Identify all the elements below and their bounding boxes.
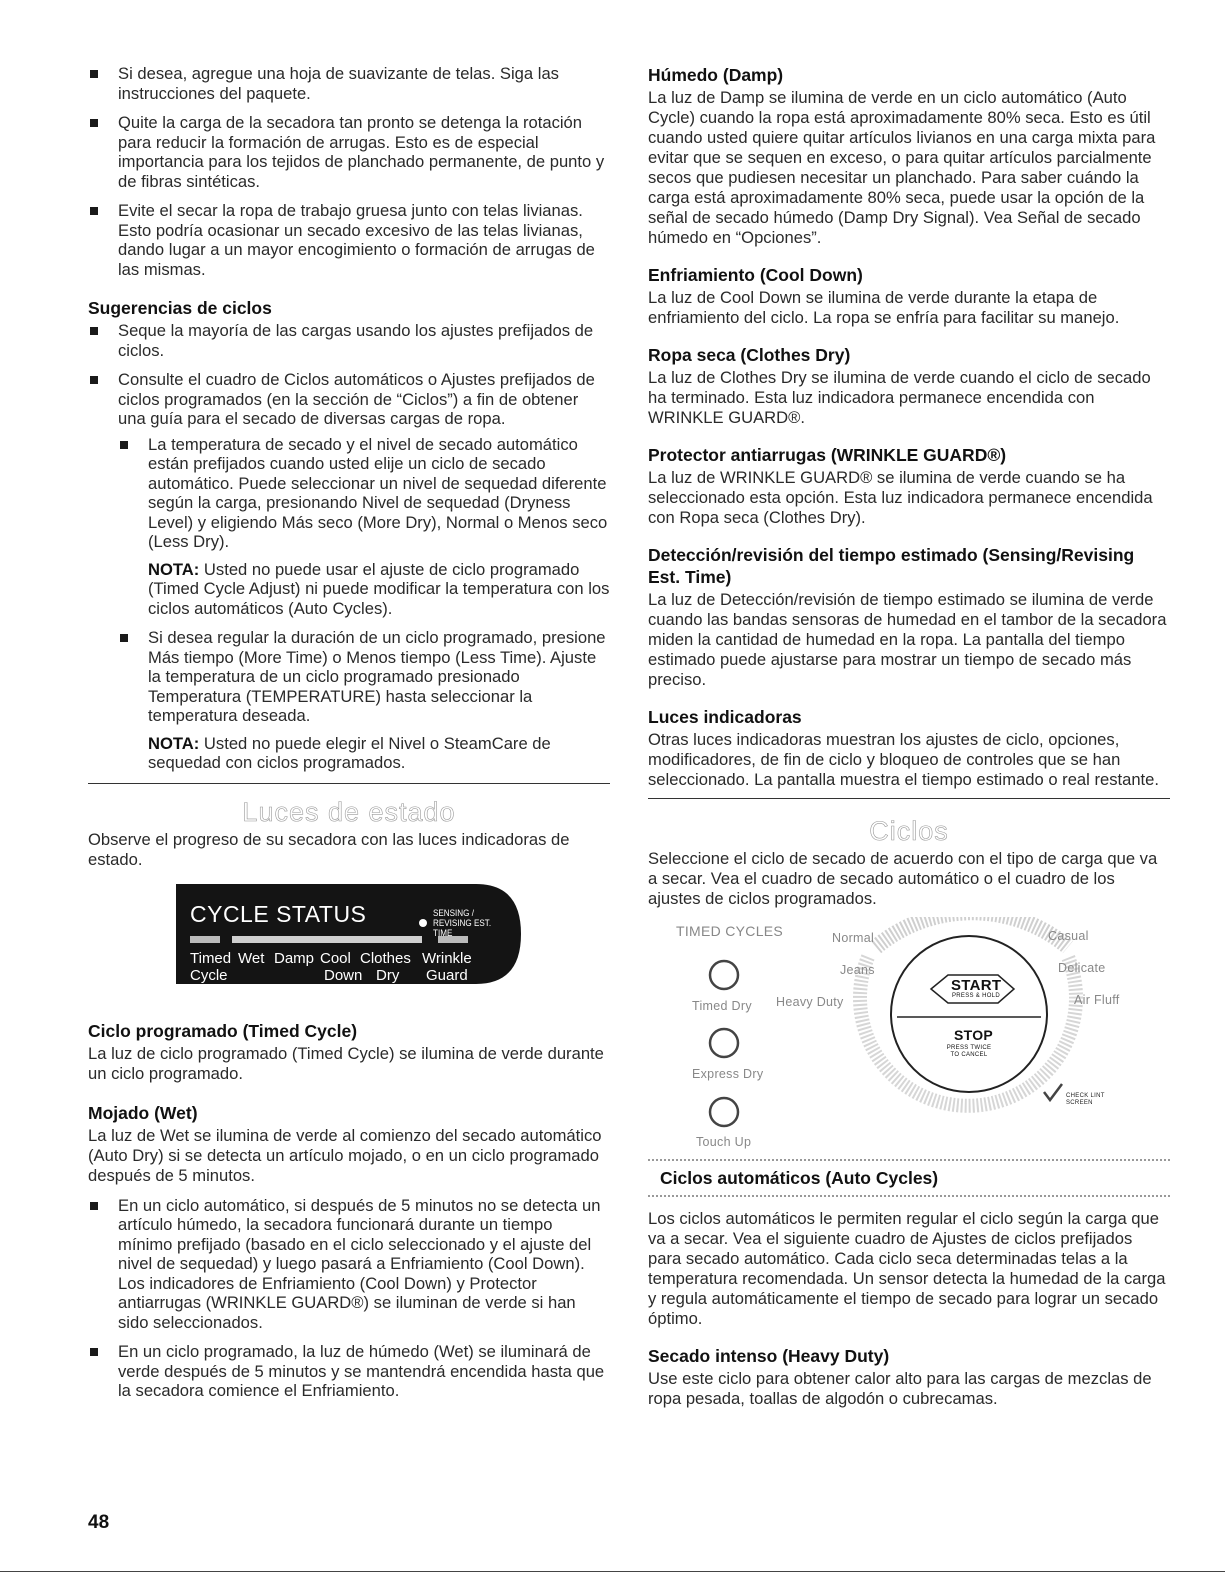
check-lint-label: CHECK LINT SCREEN — [1066, 1093, 1105, 1106]
panel-label-down: Down — [324, 966, 363, 984]
touch-up-button-icon — [710, 1098, 738, 1126]
note-2 — [118, 734, 610, 773]
sensing-heading: Detección/revisión del tiempo estimado (Sensing/Revising Est. Time) — [648, 545, 1135, 587]
cycles-dial-graphic — [648, 917, 1168, 1147]
luces-intro: Observe el progreso de su secadora con las luces indicadoras de estado. — [88, 829, 570, 869]
panel-label-timed: Timed — [190, 949, 232, 967]
panel-title: CYCLE STATUS — [190, 900, 367, 927]
timed-cycle-light — [190, 936, 220, 943]
intro-bullet-list — [88, 64, 610, 279]
left-column — [88, 64, 610, 1411]
wet-text: La luz de Wet se ilumina de verde al comienzo del secado automático (Auto Dry) si se detecta un artículo mojado, o en un ciclo programado después de 5 minutos. — [88, 1125, 602, 1185]
progress-lights-strip — [232, 936, 422, 943]
ciclos-intro: Seleccione el ciclo de secado de acuerdo con el tipo de carga que va a secar. Vea el cuadro de secado automático o el cuadro de los ajustes de ciclos programados. — [648, 849, 1158, 908]
indicator-lights-text: Otras luces indicadoras muestran los ajustes de ciclo, opciones, modificadores, de fin de ciclo y bloqueo de controles que se han seleccionado. La pantalla muestra el tiempo estimado o real restante. — [648, 730, 1160, 789]
panel-label-wet: Wet — [238, 949, 265, 967]
sub-list-item: La temperatura de secado y el nivel de secado automático están prefijados cuando usted elije un ciclo de secado automático. Puede seleccionar un nivel de sequedad diferente según la carga, presionando Nivel de sequedad (Dryness Level) y eligiendo Más seco (More Dry), Normal o Menos seco (Less Dry). — [118, 435, 610, 552]
list-item: Quite la carga de la secadora tan pronto se detenga la rotación para reducir la formación de arrugas. Esto es de especial importancia para los tejidos de planchado permanente, de punto y de fibras sintéticas. — [88, 113, 610, 191]
note-text: Usted no puede usar el ajuste de ciclo programado (Timed Cycle Adjust) ni puede modificar la temperatura con los ciclos automáticos (Auto Cycles). — [148, 559, 610, 618]
heavy-duty-text: Use este ciclo para obtener calor alto para las cargas de mezclas de ropa pesada, toallas de algodón o cubrecamas. — [648, 1369, 1152, 1408]
list-item: Seque la mayoría de las cargas usando los ajustes prefijados de ciclos. — [88, 321, 610, 360]
indicator-lights-heading: Luces indicadoras — [648, 707, 802, 727]
sugerencias-list — [88, 321, 610, 773]
luces-de-estado-heading: Luces de estado — [242, 796, 456, 827]
casual-cycle-label: Casual — [1048, 929, 1089, 943]
note-text: Usted no puede elegir el Nivel o SteamCare de sequedad con ciclos programados. — [148, 733, 551, 772]
timed-dry-label: Timed Dry — [692, 999, 752, 1013]
auto-cycles-heading: Ciclos automáticos (Auto Cycles) — [660, 1168, 939, 1188]
cool-down-text: La luz de Cool Down se ilumina de verde durante la etapa de enfriamiento del ciclo. La ropa se enfría para facilitar su manejo. — [648, 288, 1120, 327]
cycles-control-panel — [648, 917, 1168, 1147]
note-1 — [118, 560, 610, 619]
jeans-cycle-label: Jeans — [840, 963, 875, 977]
timed-cycle-heading: Ciclo programado (Timed Cycle) — [88, 1020, 358, 1041]
section-divider — [648, 798, 1170, 799]
page-number: 48 — [88, 1512, 110, 1533]
press-hold-label: PRESS & HOLD — [952, 993, 1000, 999]
sensing-text: La luz de Detección/revisión de tiempo estimado se ilumina de verde cuando las bandas sensoras de humedad en el tambor de la secadora miden la cantidad de humedad en la ropa. La pantalla del tiempo estimado puede ajustarse para mostrar un tiempo de secado más preciso. — [648, 590, 1167, 689]
sub-list-item: Si desea regular la duración de un ciclo programado, presione Más tiempo (More Time) o Menos tiempo (Less Time). Ajuste la temperatura de un ciclo programado presionado Temperatura (TEMPERATURE) hasta seleccionar la temperatura deseada. — [118, 628, 610, 726]
panel-label-damp: Damp — [274, 949, 315, 967]
sensing-line-1: SENSING / — [433, 907, 474, 918]
sensing-line-2: REVISING EST. TIME — [433, 917, 492, 938]
start-label[interactable]: START — [951, 977, 1002, 994]
press-twice-label: PRESS TWICE TO CANCEL — [946, 1045, 992, 1058]
list-item: En un ciclo programado, la luz de húmedo (Wet) se iluminará de verde después de 5 minutos y se mantendrá encendida hasta que la secadora comience el Enfriamiento. — [88, 1342, 610, 1401]
panel-label-guard: Guard — [426, 966, 468, 984]
check-lint-icon — [1044, 1084, 1062, 1100]
list-item-text: Consulte el cuadro de Ciclos automáticos o Ajustes prefijados de ciclos programados (en la sección de “Ciclos”) a fin de obtener una guía para el secado de diversas cargas de ropa. — [118, 370, 595, 428]
list-item: En un ciclo automático, si después de 5 minutos no se detecta un artículo húmedo, la secadora funcionará durante un tiempo mínimo prefijado (basado en el ciclo seleccionado y el ajuste del nivel de sequedad) y luego pasará a Enfriamiento (Cool Down). Los indicadores de Enfriamiento (Cool Down) y Protector antiarrugas (WRINKLE GUARD®) se iluminan de verde si han sido seleccionados. — [88, 1196, 610, 1333]
panel-label-dry: Dry — [376, 966, 400, 984]
delicate-cycle-label: Delicate — [1058, 961, 1106, 975]
panel-label-cycle: Cycle — [190, 966, 228, 984]
sub-bullet-list — [118, 435, 610, 552]
start-stop-dial — [891, 936, 1047, 1092]
panel-label-clothes: Clothes — [360, 949, 411, 967]
list-item: Evite el secar la ropa de trabajo gruesa junto con telas livianas. Esto podría ocasionar un secado excesivo de las telas livianas, dando lugar a un mayor encogimiento o formación de arrugas de las mismas. — [88, 201, 610, 279]
wet-bullet-list — [88, 1196, 610, 1401]
normal-cycle-label: Normal — [832, 931, 875, 945]
timed-dry-button-icon — [710, 961, 738, 989]
ciclos-heading: Ciclos — [869, 816, 949, 846]
express-dry-button-icon — [710, 1029, 738, 1057]
damp-heading: Húmedo (Damp) — [648, 65, 784, 85]
panel-label-wrinkle: Wrinkle — [422, 949, 472, 967]
clothes-dry-heading: Ropa seca (Clothes Dry) — [648, 345, 851, 365]
auto-cycles-text: Los ciclos automáticos le permiten regular el ciclo según la carga que va a secar. Vea el siguiente cuadro de Ajustes de ciclos prefijados para secado automático. Cada ciclo seca determinadas telas a la temperatura recomendada. Un sensor detecta la humedad de la carga y regula automáticamente el tiempo de secado para lograr un secado óptimo. — [648, 1209, 1166, 1328]
damp-text: La luz de Damp se ilumina de verde en un ciclo automático (Auto Cycle) cuando la ropa está aproximadamente 80% seca. Esto es útil cuando usted quiere quitar artículos livianos en una carga mixta para evitar que se sequen en exceso, o para quitar artículos parcialmente secos que pudiesen necesitar un planchado. Para saber cuándo la carga está aproximadamente 80% seca, puede usar la opción de la señal de secado húmedo (Damp Dry Signal). Vea Señal de secado húmedo en “Opciones”. — [648, 88, 1156, 247]
list-item: Si desea, agregue una hoja de suavizante de telas. Siga las instrucciones del paquete. — [88, 64, 610, 103]
heavy-duty-cycle-label: Heavy Duty — [776, 995, 844, 1009]
timed-cycles-label: TIMED CYCLES — [676, 923, 784, 939]
sensing-label — [433, 908, 512, 938]
sugerencias-heading: Sugerencias de ciclos — [88, 298, 272, 318]
right-column — [648, 64, 1170, 1409]
wrinkle-guard-text: La luz de WRINKLE GUARD® se ilumina de verde cuando se ha seleccionado esta opción. Esta luz indicadora permanece encendida con Ropa seca (Clothes Dry). — [648, 468, 1153, 527]
dotted-divider — [648, 1195, 1170, 1197]
page-bottom-rule — [0, 1571, 1225, 1572]
clothes-dry-text: La luz de Clothes Dry se ilumina de verde cuando el ciclo de secado ha terminado. Esta luz indicadora permanece encendida con WRINKLE GUARD®. — [648, 368, 1151, 427]
cool-down-heading: Enfriamiento (Cool Down) — [648, 265, 863, 285]
wrinkle-guard-heading: Protector antiarrugas (WRINKLE GUARD®) — [648, 445, 1007, 465]
touch-up-label: Touch Up — [696, 1135, 752, 1149]
timed-cycle-text: La luz de ciclo programado (Timed Cycle) se ilumina de verde durante un ciclo programado. — [88, 1043, 604, 1083]
list-item — [88, 370, 610, 773]
note-label: NOTA: — [148, 559, 200, 579]
express-dry-label: Express Dry — [692, 1067, 764, 1081]
cycle-status-panel — [176, 884, 521, 984]
sensing-indicator-icon — [419, 919, 427, 927]
heavy-duty-heading: Secado intenso (Heavy Duty) — [648, 1346, 890, 1366]
dotted-divider — [648, 1159, 1170, 1161]
section-divider — [88, 783, 610, 784]
wet-heading: Mojado (Wet) — [88, 1102, 198, 1123]
note-label: NOTA: — [148, 733, 200, 753]
air-fluff-cycle-label: Air Fluff — [1074, 993, 1120, 1007]
sub-bullet-list — [118, 628, 610, 726]
panel-label-cool: Cool — [320, 949, 351, 967]
stop-label[interactable]: STOP — [954, 1027, 994, 1043]
